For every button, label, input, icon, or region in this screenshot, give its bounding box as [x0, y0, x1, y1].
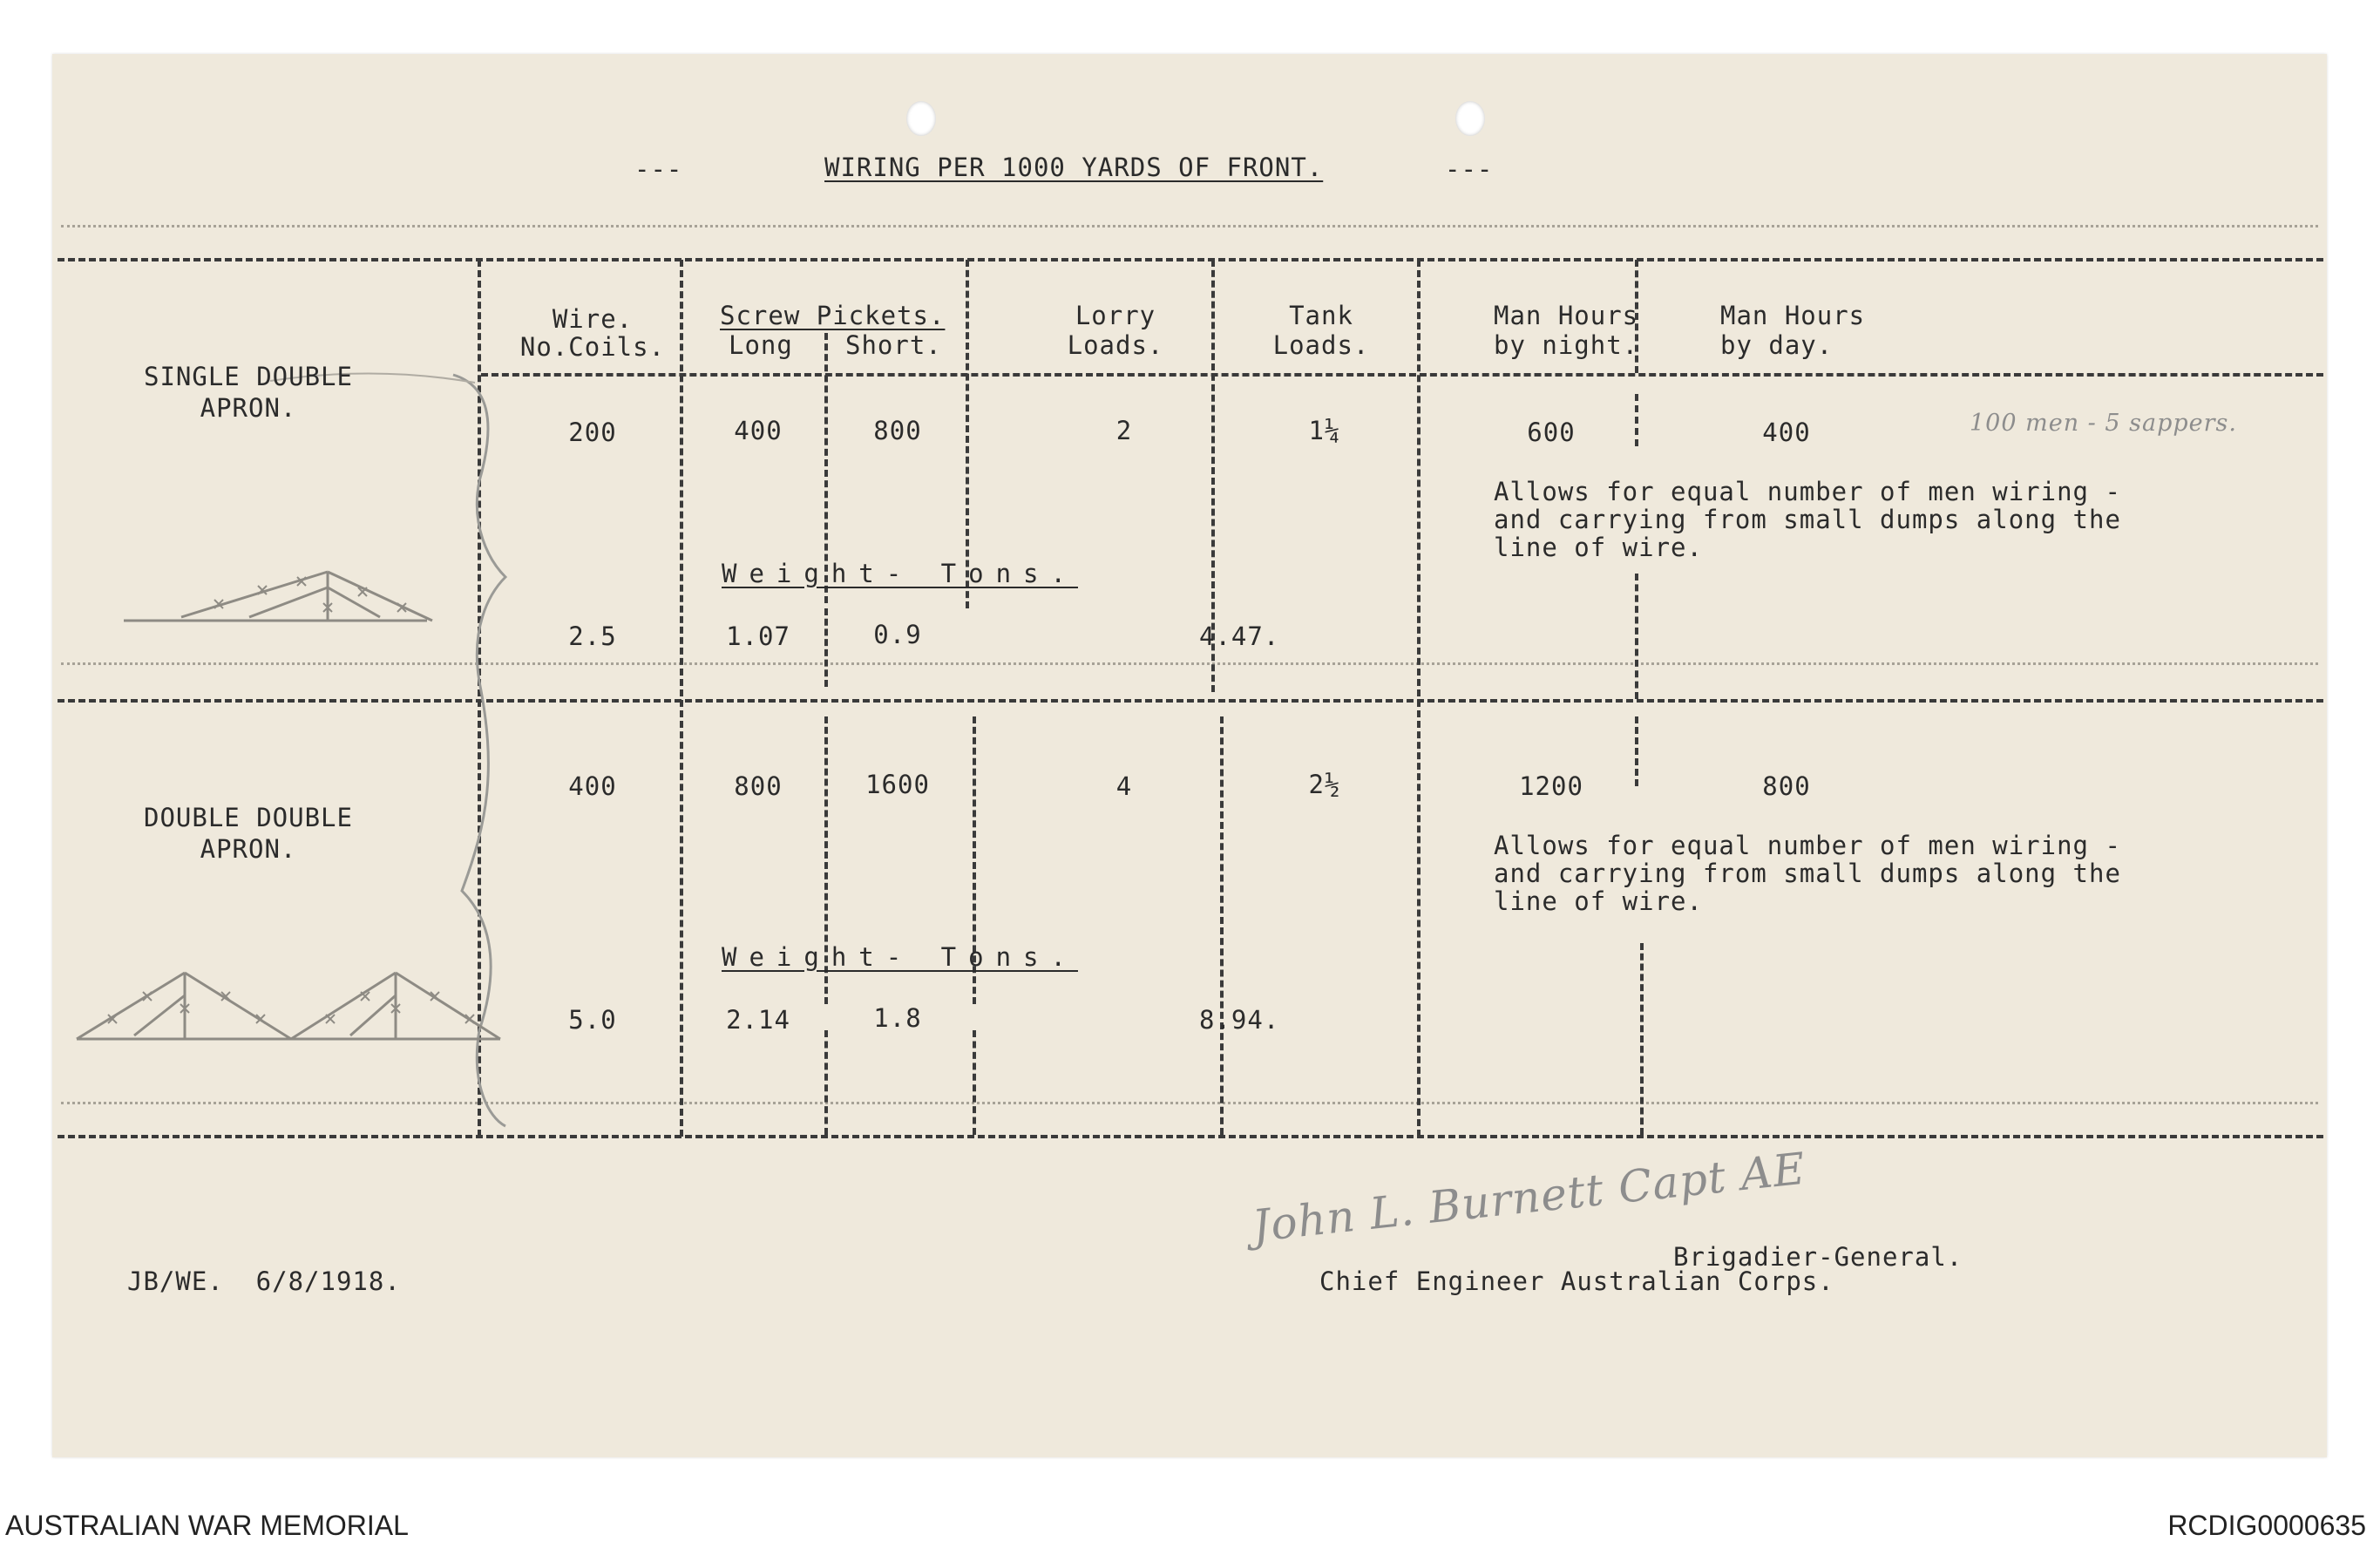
col-header-tank-1: Tank: [1289, 301, 1353, 330]
column-rule: [1635, 394, 1638, 446]
row-label-line: SINGLE DOUBLE: [144, 362, 353, 391]
row1-day: 400: [1762, 418, 1811, 447]
row-label-line: APRON.: [200, 393, 297, 423]
column-rule: [1635, 574, 1638, 699]
double-apron-sketch-icon: [73, 908, 509, 1048]
document-sheet: [52, 54, 2327, 1457]
col-header-night-1: Man Hours: [1494, 301, 1639, 330]
title-dash-left: ---: [634, 154, 683, 184]
col-header-short: Short.: [845, 330, 942, 360]
signatory-title: Chief Engineer Australian Corps.: [1319, 1266, 1834, 1296]
col-header-wire-1: Wire.: [552, 304, 634, 334]
handwritten-note: 100 men - 5 sappers.: [1970, 410, 2237, 437]
column-rule: [966, 260, 969, 608]
col-header-lorry-2: Loads.: [1067, 330, 1164, 360]
column-rule: [680, 260, 683, 1137]
row1-short: 800: [873, 416, 922, 445]
col-header-long: Long: [729, 330, 793, 360]
col-header-day-1: Man Hours: [1720, 301, 1866, 330]
col-header-day-2: by day.: [1720, 330, 1834, 360]
row2-day: 800: [1762, 771, 1811, 801]
document-reference: JB/WE. 6/8/1918.: [127, 1266, 401, 1296]
title-dash-right: ---: [1445, 154, 1494, 184]
row2-coils: 400: [568, 771, 617, 801]
row1-coils: 200: [568, 418, 617, 447]
column-rule: [1417, 260, 1421, 1137]
row2-tank: 2½: [1308, 770, 1341, 799]
row2-weight-total: 8.94.: [1199, 1005, 1280, 1035]
footer-archive-name: AUSTRALIAN WAR MEMORIAL: [5, 1510, 409, 1541]
row1-weight-coils: 2.5: [568, 621, 617, 651]
dotted-rule: [61, 1102, 2318, 1104]
col-header-tank-2: Loads.: [1272, 330, 1370, 360]
row1-note-line: Allows for equal number of men wiring -: [1494, 477, 2121, 506]
row1-weight-short: 0.9: [873, 620, 922, 649]
dotted-rule: [61, 662, 2318, 665]
row2-lorry: 4: [1115, 771, 1133, 801]
col-header-screw-pickets: Screw Pickets.: [720, 301, 946, 330]
row1-long: 400: [734, 416, 783, 445]
column-rule: [1220, 716, 1224, 1135]
row2-weight-short: 1.8: [873, 1003, 922, 1033]
column-rule: [824, 608, 828, 687]
column-rule: [973, 1030, 976, 1135]
row1-weight-long: 1.07: [726, 621, 790, 651]
document-title: WIRING PER 1000 YARDS OF FRONT.: [824, 153, 1324, 182]
row2-weight-long: 2.14: [726, 1005, 790, 1035]
punch-hole-left: [906, 101, 936, 136]
punch-hole-right: [1455, 101, 1485, 136]
dotted-rule: [61, 225, 2318, 227]
row1-lorry: 2: [1115, 416, 1133, 445]
row2-night: 1200: [1519, 771, 1583, 801]
row-label-line: APRON.: [200, 834, 297, 864]
row1-weight-total: 4.47.: [1199, 621, 1280, 651]
handwritten-signature: John L. Burnett Capt AE: [1250, 1143, 1808, 1252]
row2-long: 800: [734, 771, 783, 801]
signatory-rank: Brigadier-General.: [1673, 1242, 1963, 1272]
table-rule-header: [481, 373, 2323, 377]
row2-note-line: Allows for equal number of men wiring -: [1494, 831, 2121, 860]
footer-item-id: RCDIG0000635: [2167, 1510, 2366, 1541]
row1-note-line: and carrying from small dumps along the: [1494, 505, 2121, 534]
row2-note-line: line of wire.: [1494, 886, 1703, 916]
table-rule-middle: [58, 699, 2323, 703]
col-header-lorry-1: Lorry: [1075, 301, 1156, 330]
row1-night: 600: [1527, 418, 1576, 447]
row1-note-line: line of wire.: [1494, 533, 1703, 562]
column-rule: [1635, 716, 1638, 786]
row2-weight-coils: 5.0: [568, 1005, 617, 1035]
row-label-line: DOUBLE DOUBLE: [144, 803, 353, 832]
row2-short: 1600: [865, 770, 930, 799]
single-apron-sketch-icon: [119, 507, 432, 638]
column-rule: [1640, 943, 1644, 1135]
table-rule-top: [58, 258, 2323, 261]
col-header-night-2: by night.: [1494, 330, 1639, 360]
row1-weight-label: Weight- Tons.: [722, 559, 1078, 588]
row2-weight-label: Weight- Tons.: [722, 942, 1078, 972]
col-header-wire-2: No.Coils.: [519, 332, 666, 362]
column-rule: [824, 1030, 828, 1135]
row2-note-line: and carrying from small dumps along the: [1494, 859, 2121, 888]
row1-tank: 1¼: [1308, 416, 1341, 445]
table-rule-bottom: [58, 1135, 2323, 1138]
